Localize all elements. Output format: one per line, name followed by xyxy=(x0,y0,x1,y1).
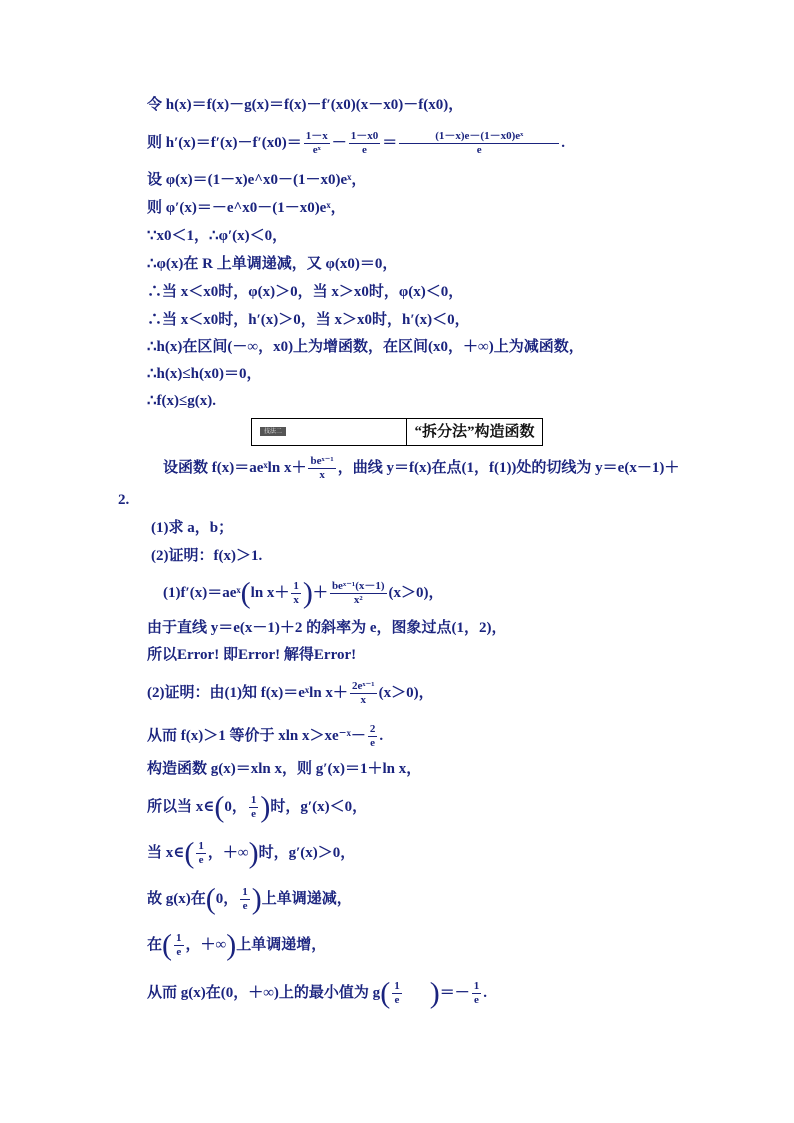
text-line: ∴f(x)≤g(x). xyxy=(147,393,217,409)
text-segment: 故 g(x)在 xyxy=(147,890,206,907)
text-line: 则 φ′(x)＝－e^x0－(1－x0)eˣ， xyxy=(147,200,346,216)
left-paren: ( xyxy=(205,882,216,916)
fraction xyxy=(249,794,259,821)
text-segment: 当 x∈ xyxy=(147,844,185,861)
fraction xyxy=(291,580,301,607)
denominator: x xyxy=(360,694,366,706)
numerator: 1－x0 xyxy=(350,130,379,142)
text-line: ∴h(x)≤h(x0)＝0， xyxy=(147,366,262,382)
text-line: ∴当 x＜x0时，h′(x)＞0，当 x＞x0时，h′(x)＜0， xyxy=(147,312,470,328)
text-line: ∵x0＜1，∴φ′(x)＜0， xyxy=(147,228,288,244)
text-segment: 时，g′(x)＞0， xyxy=(258,844,356,861)
text-segment: . xyxy=(561,134,565,151)
denominator: x xyxy=(293,594,299,606)
text-segment: ，＋∞ xyxy=(207,844,249,861)
text-line: 令 h(x)＝f(x)－g(x)＝f(x)－f′(x0)(x－x0)－f(x0)， xyxy=(147,97,464,113)
text-segment: ＝－ xyxy=(439,984,470,1001)
right-paren: ) xyxy=(302,576,313,610)
text-line: 2. xyxy=(118,492,130,508)
numerator: 1 xyxy=(242,886,248,898)
text-segment: 从而 g(x)在(0，＋∞)上的最小值为 g xyxy=(147,984,381,1001)
numerator: beˣ⁻¹ xyxy=(310,455,334,467)
section-tag-cell xyxy=(252,419,407,445)
left-paren: ( xyxy=(214,790,225,824)
right-paren: ) xyxy=(260,790,271,824)
left-paren: ( xyxy=(380,976,391,1010)
left-paren: ( xyxy=(162,928,173,962)
right-paren: ) xyxy=(248,836,259,870)
text-line: ∴h(x)在区间(－∞，x0)上为增函数，在区间(x0，＋∞)上为减函数， xyxy=(147,339,584,355)
denominator: e xyxy=(476,144,482,156)
denominator: e xyxy=(251,808,257,820)
numerator: 1 xyxy=(176,932,182,944)
left-paren: ( xyxy=(184,836,195,870)
fraction xyxy=(392,980,402,1007)
text-line xyxy=(147,976,487,1010)
text-line: (2)证明：f(x)＞1. xyxy=(151,548,263,564)
fraction xyxy=(349,130,381,157)
text-line xyxy=(163,576,444,610)
denominator: e xyxy=(362,144,367,156)
text-line xyxy=(147,680,434,707)
text-line xyxy=(147,790,368,824)
text-segment: 0， xyxy=(224,798,247,815)
text-line xyxy=(147,723,383,750)
text-line: ∴φ(x)在 R 上单调递减，又 φ(x0)＝0， xyxy=(147,256,398,272)
text-segment: 0， xyxy=(215,890,239,907)
text-segment: 上单调递减， xyxy=(261,890,352,907)
text-segment: － xyxy=(331,134,347,151)
text-line: 设 φ(x)＝(1－x)e^x0－(1－x0)eˣ， xyxy=(147,172,367,188)
text-segment: ，＋∞ xyxy=(185,936,227,953)
text-line: 所以Error! 即Error! 解得Error! xyxy=(147,647,357,663)
text-line xyxy=(147,130,565,157)
numerator: 1 xyxy=(293,580,299,592)
text-segment: 设函数 f(x)＝aeˣln x＋ xyxy=(163,459,307,476)
numerator: (1－x)e－(1－x0)eˣ xyxy=(399,130,559,144)
fraction xyxy=(368,723,378,750)
denominator: e xyxy=(242,900,248,912)
text-line xyxy=(163,455,679,482)
denominator: e xyxy=(394,994,400,1006)
text-segment: . xyxy=(483,984,487,1001)
text-segment: 上单调递增， xyxy=(236,936,327,953)
right-paren: ) xyxy=(226,928,237,962)
text-segment: (2)证明：由(1)知 f(x)＝eˣln x＋ xyxy=(147,684,348,701)
section-tag: 技法二 xyxy=(260,427,286,436)
denominator: e xyxy=(474,994,479,1006)
text-segment: 时，g′(x)＜0， xyxy=(270,798,368,815)
text-line: (1)求 a，b； xyxy=(151,520,234,536)
right-paren: ) xyxy=(251,882,262,916)
numerator: 1 xyxy=(198,840,204,852)
numerator: 1 xyxy=(250,794,257,806)
text-segment: ，曲线 y＝f(x)在点(1，f(1))处的切线为 y＝e(x－1)＋ xyxy=(337,459,680,476)
text-segment: ＝ xyxy=(382,134,398,151)
text-line: 由于直线 y＝e(x－1)＋2 的斜率为 e，图象过点(1，2)， xyxy=(147,620,507,636)
text-segment: 则 h′(x)＝f′(x)－f′(x0)＝ xyxy=(147,134,302,151)
numerator: 2 xyxy=(369,723,376,735)
numerator: beˣ⁻¹(x－1) xyxy=(331,580,385,592)
text-segment: ＋ xyxy=(312,584,328,601)
text-segment: (1)f′(x)＝aeˣ xyxy=(163,584,241,601)
fraction xyxy=(304,130,330,157)
text-segment: (x＞0)， xyxy=(388,584,444,601)
fraction xyxy=(174,932,184,959)
denominator: x xyxy=(319,469,325,481)
left-paren: ( xyxy=(240,576,251,610)
fraction xyxy=(196,840,206,867)
numerator: 1－x xyxy=(305,130,328,142)
right-paren: ) xyxy=(429,976,440,1010)
text-segment: ln x＋ xyxy=(250,584,290,601)
text-line: 构造函数 g(x)＝xln x，则 g′(x)＝1＋ln x， xyxy=(147,761,422,777)
numerator: 1 xyxy=(473,980,480,992)
text-line xyxy=(147,836,356,870)
section-header-box xyxy=(251,418,543,446)
fraction xyxy=(308,455,335,482)
text-segment: . xyxy=(379,727,384,744)
numerator: 1 xyxy=(394,980,400,992)
text-segment: 从而 f(x)＞1 等价于 xln x＞xe⁻ˣ－ xyxy=(147,727,366,744)
fraction xyxy=(399,130,559,157)
text-line xyxy=(147,928,327,962)
denominator: e xyxy=(198,854,204,866)
text-line xyxy=(147,882,352,916)
section-title: “拆分法”构造函数 xyxy=(414,424,535,440)
fraction xyxy=(472,980,482,1007)
fraction xyxy=(330,580,387,607)
text-segment: 所以当 x∈ xyxy=(147,798,215,815)
fraction xyxy=(350,680,377,707)
text-segment: (x＞0)， xyxy=(378,684,434,701)
denominator: eˣ xyxy=(312,144,321,156)
denominator: e xyxy=(370,737,376,749)
text-segment: 在 xyxy=(147,936,163,953)
denominator: x² xyxy=(353,594,363,606)
text-line: ∴当 x＜x0时，φ(x)＞0，当 x＞x0时，φ(x)＜0， xyxy=(147,284,464,300)
denominator: e xyxy=(176,946,182,958)
numerator: 2eˣ⁻¹ xyxy=(351,680,375,692)
fraction xyxy=(240,886,250,913)
